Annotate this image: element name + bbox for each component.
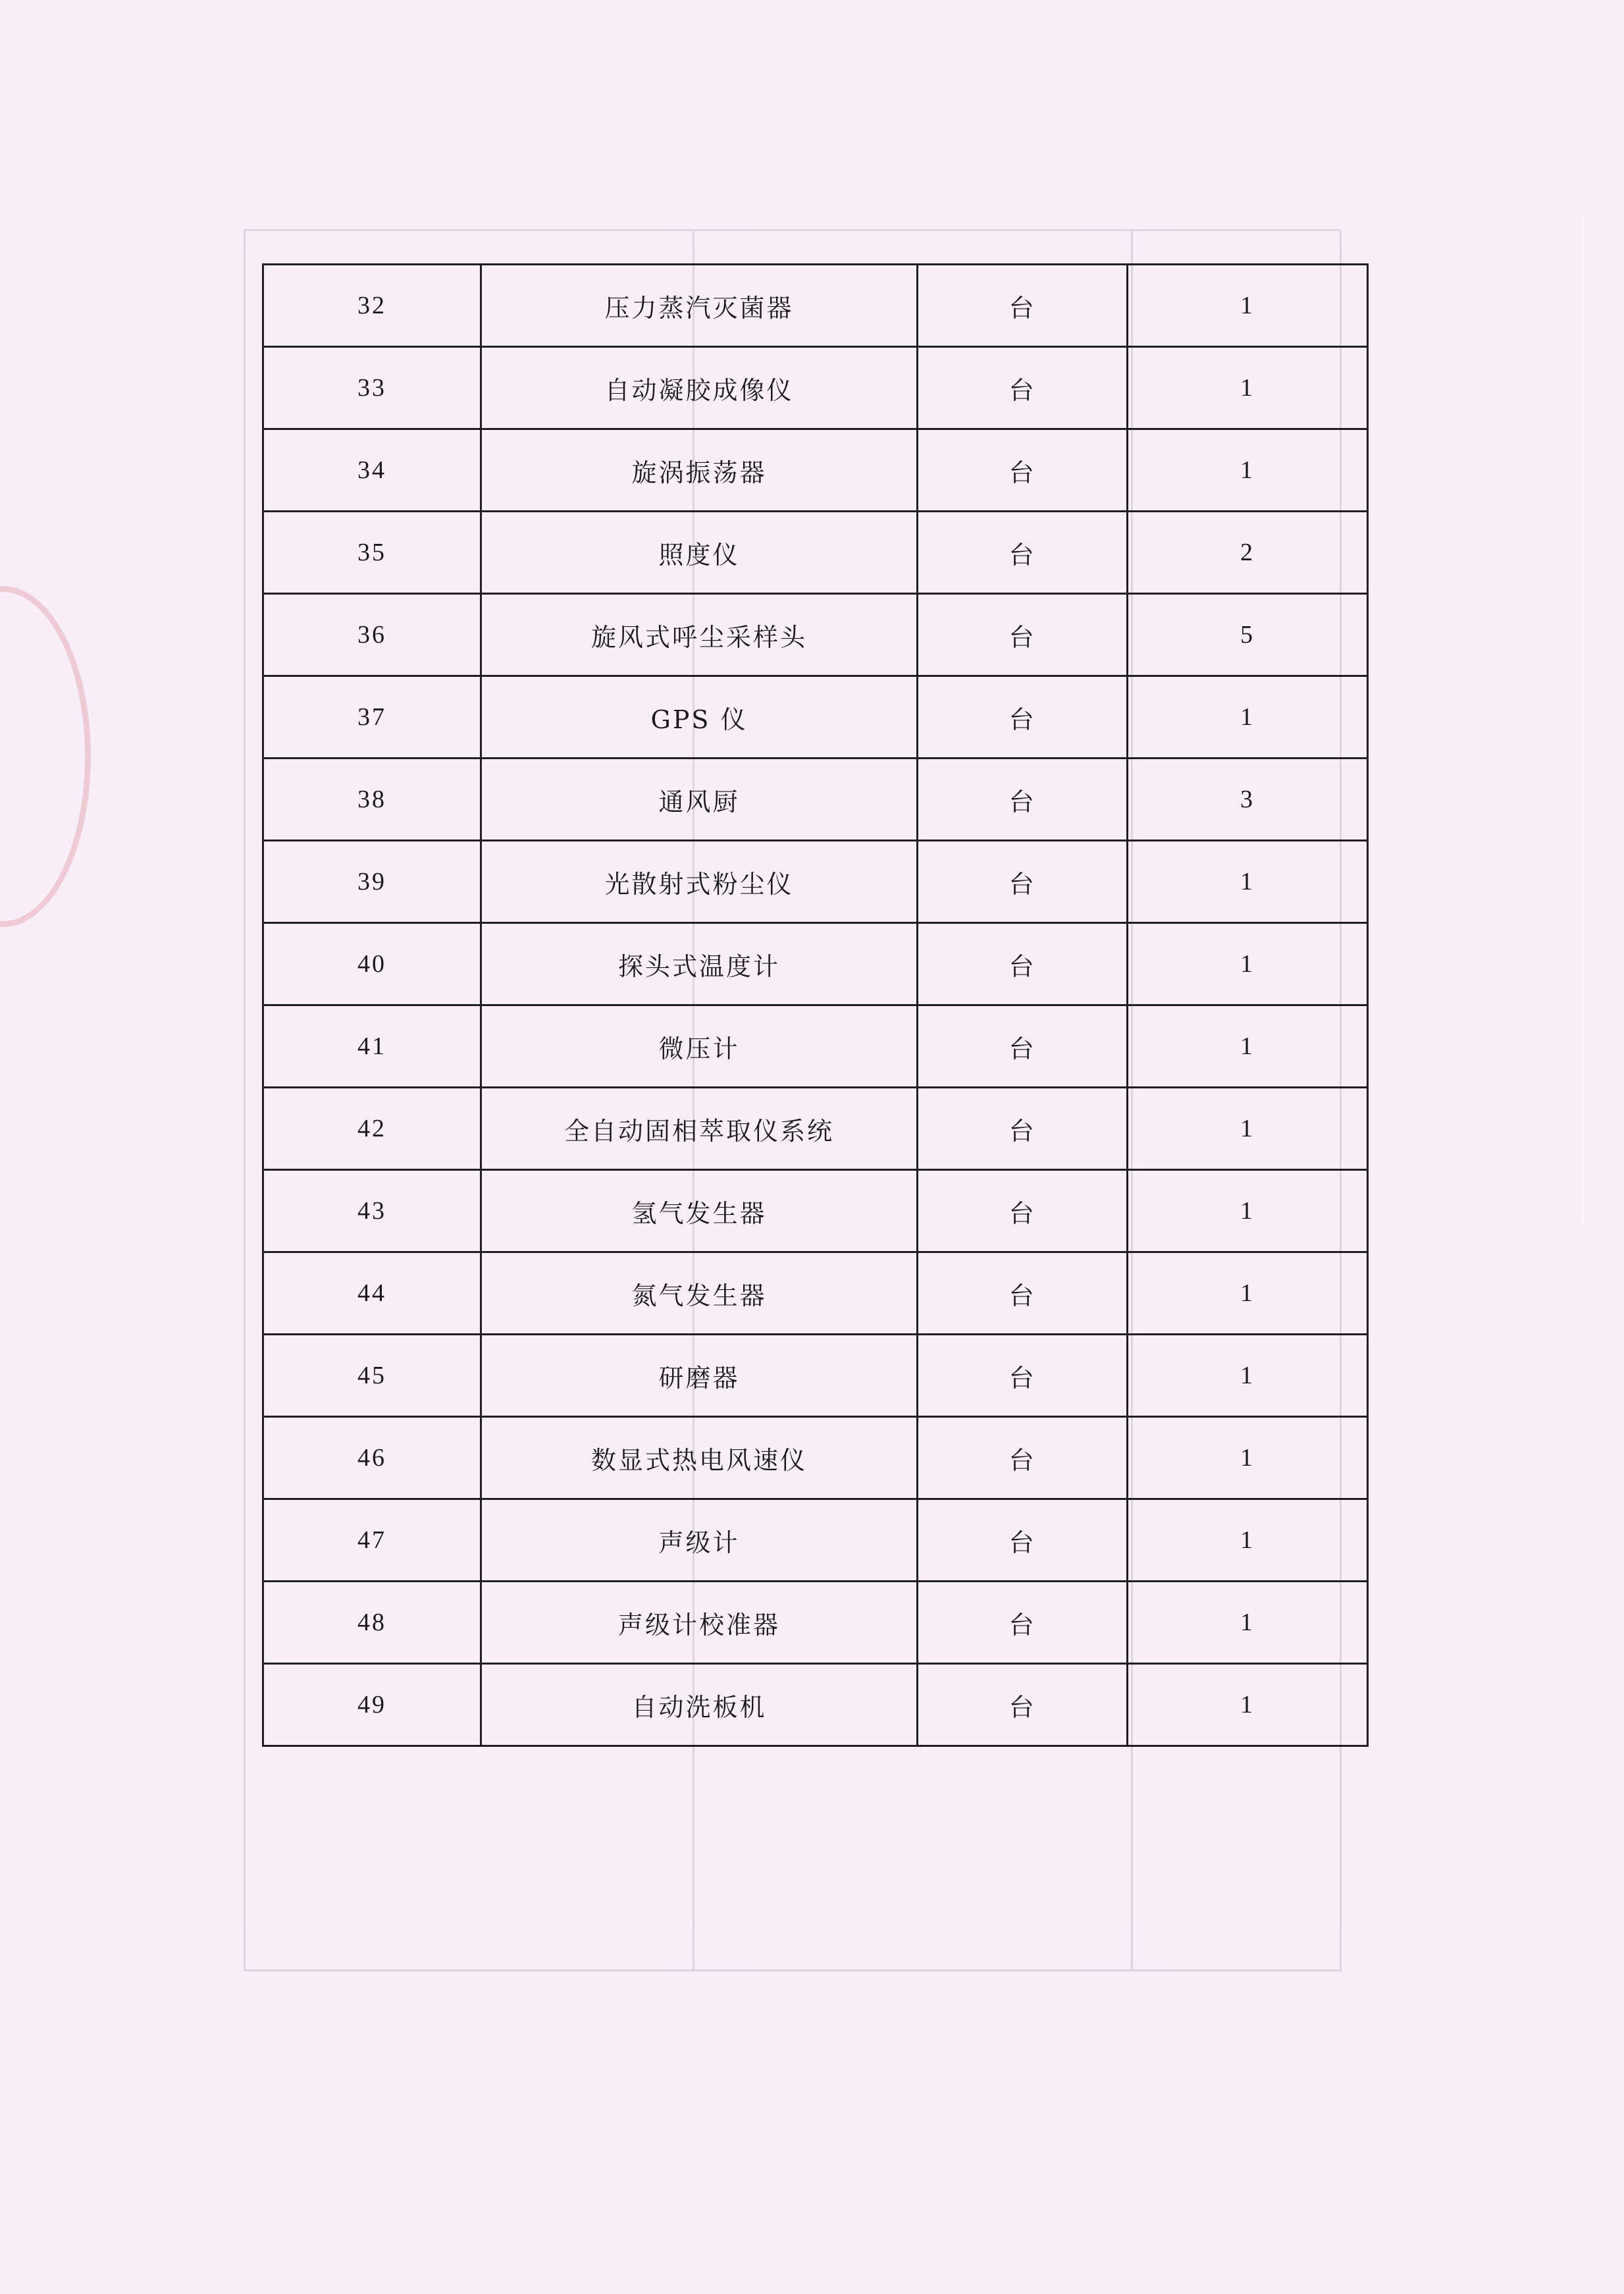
table-row — [263, 1252, 1368, 1335]
equipment-name: 声级计 — [481, 1499, 918, 1582]
quantity: 1 — [1128, 841, 1368, 923]
unit: 台 — [918, 429, 1128, 512]
row-number: 36 — [263, 594, 481, 676]
unit: 台 — [918, 676, 1128, 759]
equipment-table — [262, 263, 1369, 1747]
paper-fold-line — [1581, 217, 1583, 1225]
quantity: 1 — [1128, 1335, 1368, 1417]
table-row — [263, 512, 1368, 594]
unit: 台 — [918, 1170, 1128, 1252]
table-row — [263, 676, 1368, 759]
equipment-name: 自动凝胶成像仪 — [481, 347, 918, 429]
row-number: 41 — [263, 1005, 481, 1088]
equipment-name: 旋风式呼尘采样头 — [481, 594, 918, 676]
quantity: 1 — [1128, 1417, 1368, 1499]
row-number: 39 — [263, 841, 481, 923]
unit: 台 — [918, 1664, 1128, 1746]
row-number: 32 — [263, 265, 481, 347]
table-row — [263, 841, 1368, 923]
quantity: 1 — [1128, 1664, 1368, 1746]
equipment-name: 氢气发生器 — [481, 1170, 918, 1252]
quantity: 1 — [1128, 676, 1368, 759]
unit: 台 — [918, 1335, 1128, 1417]
table-row — [263, 759, 1368, 841]
quantity: 1 — [1128, 347, 1368, 429]
equipment-name: 全自动固相萃取仪系统 — [481, 1088, 918, 1170]
quantity: 1 — [1128, 1499, 1368, 1582]
unit: 台 — [918, 512, 1128, 594]
quantity: 5 — [1128, 594, 1368, 676]
row-number: 34 — [263, 429, 481, 512]
table-row — [263, 1335, 1368, 1417]
table-row — [263, 265, 1368, 347]
row-number: 45 — [263, 1335, 481, 1417]
quantity: 2 — [1128, 512, 1368, 594]
equipment-name: 通风厨 — [481, 759, 918, 841]
row-number: 49 — [263, 1664, 481, 1746]
equipment-name: 自动洗板机 — [481, 1664, 918, 1746]
row-number: 42 — [263, 1088, 481, 1170]
equipment-table-body — [263, 265, 1368, 1746]
unit: 台 — [918, 1088, 1128, 1170]
unit: 台 — [918, 347, 1128, 429]
equipment-name: 研磨器 — [481, 1335, 918, 1417]
quantity: 1 — [1128, 429, 1368, 512]
row-number: 44 — [263, 1252, 481, 1335]
equipment-name: 探头式温度计 — [481, 923, 918, 1005]
row-number: 40 — [263, 923, 481, 1005]
red-seal-impression — [0, 586, 91, 927]
equipment-name: 压力蒸汽灭菌器 — [481, 265, 918, 347]
row-number: 38 — [263, 759, 481, 841]
quantity: 1 — [1128, 265, 1368, 347]
table-row — [263, 347, 1368, 429]
unit: 台 — [918, 1417, 1128, 1499]
unit: 台 — [918, 265, 1128, 347]
row-number: 47 — [263, 1499, 481, 1582]
row-number: 46 — [263, 1417, 481, 1499]
quantity: 1 — [1128, 1582, 1368, 1664]
table-row — [263, 1088, 1368, 1170]
quantity: 1 — [1128, 1088, 1368, 1170]
row-number: 37 — [263, 676, 481, 759]
table-row — [263, 923, 1368, 1005]
unit: 台 — [918, 923, 1128, 1005]
unit: 台 — [918, 841, 1128, 923]
quantity: 3 — [1128, 759, 1368, 841]
equipment-name: 光散射式粉尘仪 — [481, 841, 918, 923]
row-number: 35 — [263, 512, 481, 594]
unit: 台 — [918, 1252, 1128, 1335]
row-number: 43 — [263, 1170, 481, 1252]
equipment-name: 照度仪 — [481, 512, 918, 594]
equipment-name: 数显式热电风速仪 — [481, 1417, 918, 1499]
table-row — [263, 1499, 1368, 1582]
equipment-name: 旋涡振荡器 — [481, 429, 918, 512]
quantity: 1 — [1128, 1005, 1368, 1088]
row-number: 33 — [263, 347, 481, 429]
table-row — [263, 1170, 1368, 1252]
unit: 台 — [918, 1005, 1128, 1088]
table-row — [263, 594, 1368, 676]
quantity: 1 — [1128, 1170, 1368, 1252]
unit: 台 — [918, 1499, 1128, 1582]
unit: 台 — [918, 759, 1128, 841]
equipment-name: 微压计 — [481, 1005, 918, 1088]
quantity: 1 — [1128, 923, 1368, 1005]
table-row — [263, 1664, 1368, 1746]
table-row — [263, 1005, 1368, 1088]
table-row — [263, 1417, 1368, 1499]
quantity: 1 — [1128, 1252, 1368, 1335]
table-row — [263, 429, 1368, 512]
equipment-name: 声级计校准器 — [481, 1582, 918, 1664]
unit: 台 — [918, 1582, 1128, 1664]
equipment-name: 氮气发生器 — [481, 1252, 918, 1335]
unit: 台 — [918, 594, 1128, 676]
row-number: 48 — [263, 1582, 481, 1664]
equipment-name: GPS 仪 — [481, 676, 918, 759]
table-row — [263, 1582, 1368, 1664]
